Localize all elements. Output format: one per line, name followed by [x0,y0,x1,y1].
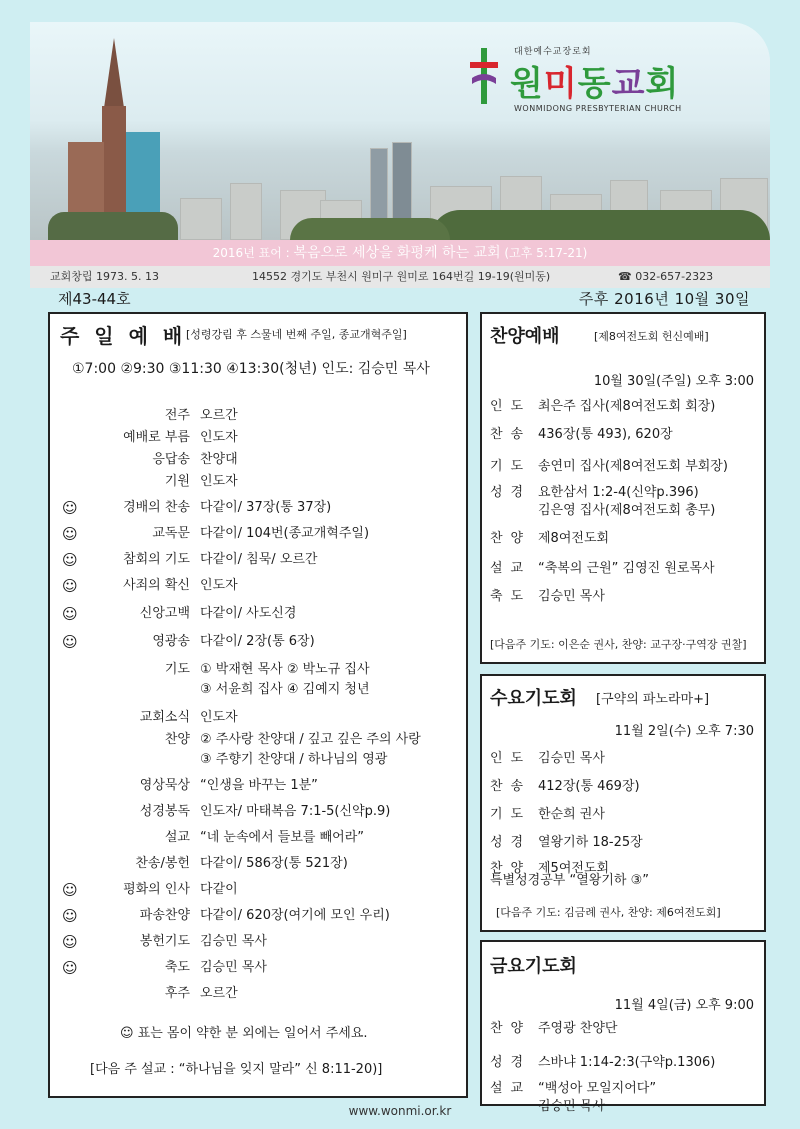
order-item [50,958,470,978]
church-info-bar [30,266,770,288]
praise-label: 설교 [490,561,532,576]
church-phone: ☎ 032-657-2323 [618,270,714,283]
order-item [50,828,470,848]
praise-title: 찬양예배 [490,326,560,347]
cross-logo-icon [468,48,500,104]
order-value: ① 박재현 목사 ② 박노규 집사 [200,662,370,677]
order-value: 다같이/ 104번(종교개혁주일) [200,526,370,541]
order-item [50,450,470,470]
praise-value: 김은영 집사(제8여전도회 총무) [538,503,716,518]
order-value: “네 눈속에서 들보를 빼어라” [200,830,365,845]
order-label: 파송찬양 [139,908,190,923]
smile-icon: ☺ [62,551,78,569]
friday-time: 11월 4일(금) 오후 9:00 [614,998,754,1013]
praise-label: 축도 [490,589,532,604]
smile-icon: ☺ [62,499,78,517]
praise-label: 찬양 [490,531,532,546]
order-label: 영상묵상 [139,778,190,793]
friday-value: “백성아 모일지어다” [538,1081,657,1096]
sunday-title: 주 일 예 배 [60,324,187,348]
smile-icon: ☺ [62,525,78,543]
praise-label: 기도 [490,459,532,474]
wednesday-value: 제5여전도회 [538,861,610,876]
wednesday-label: 기도 [490,807,532,822]
logo-denomination: 대한예수교장로회 [514,47,592,57]
order-value: ③ 주향기 찬양대 / 하나님의 영광 [200,752,388,767]
order-item [50,932,470,952]
church-address: 14552 경기도 부천시 원미구 원미로 164번길 19-19(원미동) [252,270,551,283]
praise-label: 성경 [490,485,532,500]
order-value: 다같이 [200,882,238,897]
praise-time: 10월 30일(주일) 오후 3:00 [593,374,754,389]
order-label: 예배로 부름 [123,430,190,445]
next-week-sermon: [다음 주 설교 : “하나님을 잊지 말라” 신 8:11-20)] [90,1062,383,1077]
praise-next-note: [다음주 기도: 이은순 권사, 찬양: 교구장·구역장 권찰] [490,638,747,651]
order-label: 설교 [164,830,190,845]
wednesday-label: 찬양 [490,861,532,876]
website-url[interactable]: www.wonmi.or.kr [348,1104,452,1118]
wednesday-subtitle: [구약의 파노라마+] [596,692,710,707]
order-label: 봉헌기도 [139,934,190,949]
church-building [48,102,178,240]
friday-value: 스바냐 1:14-2:3(구약p.1306) [538,1055,716,1070]
order-item [50,880,470,900]
order-label: 신앙고백 [139,606,190,621]
wednesday-value: 열왕기하 18-25장 [538,835,643,850]
order-value: 다같이/ 620장(여기에 모인 우리) [200,908,390,923]
smile-icon: ☺ [62,907,78,925]
order-value: 다같이/ 사도신경 [200,606,297,621]
order-label: 경배의 찬송 [123,500,190,515]
order-item [50,524,470,544]
praise-label: 인도 [490,399,532,414]
order-item [50,708,470,728]
praise-value: 요한삼서 1:2-4(신약p.396) [538,485,699,500]
order-value: 김승민 목사 [200,934,267,949]
praise-service-box [480,312,766,664]
order-value: 오르간 [200,986,238,1001]
order-label: 기원 [164,474,190,489]
smile-icon: ☺ [62,933,78,951]
order-item [50,632,470,652]
friday-value: 주영광 찬양단 [538,1021,618,1036]
friday-value: 김승민 목사 [538,1099,605,1114]
sunday-worship-box [48,312,468,1098]
order-value: “인생을 바꾸는 1분” [200,778,318,793]
wednesday-value: 김승민 목사 [538,751,605,766]
wednesday-value: 412장(통 469장) [538,779,640,794]
smile-icon: ☺ [62,633,78,651]
order-value: 인도자 [200,430,238,445]
order-value: 다같이/ 586장(통 521장) [200,856,348,871]
order-value: 김승민 목사 [200,960,267,975]
order-label: 성경봉독 [139,804,190,819]
praise-value: 송연미 집사(제8여전도회 부회장) [538,459,728,474]
praise-value: 436장(통 493), 620장 [538,427,673,442]
wednesday-time: 11월 2일(수) 오후 7:30 [614,724,754,739]
order-value: 찬양대 [200,452,238,467]
order-item [50,906,470,926]
praise-value: “축복의 근원” 김영진 원로목사 [538,561,715,576]
praise-label: 찬송 [490,427,532,442]
order-value: 인도자/ 마태복음 7:1-5(신약p.9) [200,804,391,819]
wednesday-title: 수요기도회 [490,688,577,709]
order-item [50,730,470,750]
order-item [50,576,470,596]
bulletin-date: 주후 2016년 10월 30일 [578,290,750,308]
founded-date: 교회창립 1973. 5. 13 [50,270,159,283]
header-banner [30,22,770,240]
order-value: ② 주사랑 찬양대 / 깊고 깊은 주의 사랑 [200,732,421,747]
order-item [50,802,470,822]
sunday-subtitle: [성령강림 후 스물네 번째 주일, 종교개혁주일] [186,328,407,341]
wednesday-label: 인도 [490,751,532,766]
friday-label: 설교 [490,1081,532,1096]
order-value: ③ 서윤희 집사 ④ 김예지 청년 [200,682,370,697]
order-item [50,660,470,680]
church-logo [468,44,708,124]
order-value: 다같이/ 37장(통 37장) [200,500,332,515]
wednesday-value: 한순희 권사 [538,807,605,822]
logo-english: WONMIDONG PRESBYTERIAN CHURCH [514,104,682,113]
order-item [50,498,470,518]
order-value: 인도자 [200,578,238,593]
praise-value: 제8여전도회 [538,531,610,546]
friday-prayer-box [480,940,766,1114]
motto-band: 2016년 표어 : 복음으로 세상을 화평케 하는 교회 (고후 5:17-21) [30,240,770,266]
order-label: 후주 [164,986,190,1001]
order-label: 평화의 인사 [123,882,190,897]
friday-label: 성경 [490,1055,532,1070]
smile-icon: ☺ [62,881,78,899]
order-label: 찬송/봉헌 [135,856,190,871]
service-times: ①7:00 ②9:30 ③11:30 ④13:30(청년) 인도: 김승민 목사 [72,361,430,377]
order-label: 전주 [164,408,190,423]
order-label: 영광송 [152,634,190,649]
smile-icon: ☺ [62,577,78,595]
standing-note: ☺ 표는 몸이 약한 분 외에는 일어서 주세요. [120,1026,368,1041]
order-value: 다같이/ 침묵/ 오르간 [200,552,318,567]
order-item [50,750,470,770]
friday-label: 찬양 [490,1021,532,1036]
order-label: 참회의 기도 [123,552,190,567]
order-item [50,680,470,700]
praise-value: 최은주 집사(제8여전도회 회장) [538,399,716,414]
order-item [50,854,470,874]
order-label: 교독문 [152,526,190,541]
order-value: 인도자 [200,474,238,489]
friday-title: 금요기도회 [490,956,577,977]
order-item [50,550,470,570]
wednesday-next-note: [다음주 기도: 김금례 권사, 찬양: 제6여전도회] [496,906,721,919]
order-label: 축도 [164,960,190,975]
order-value: 다같이/ 2장(통 6장) [200,634,315,649]
order-label: 사죄의 확신 [123,578,190,593]
praise-value: 김승민 목사 [538,589,605,604]
order-item [50,604,470,624]
issue-number: 제43-44호 [58,290,131,308]
order-label: 찬양 [164,732,190,747]
order-label: 교회소식 [139,710,190,725]
wednesday-label: 성경 [490,835,532,850]
bulletin-page [30,22,770,1118]
smile-icon: ☺ [62,605,78,623]
order-item [50,428,470,448]
order-label: 응답송 [152,452,190,467]
wednesday-prayer-box: 수요기도회 [구약의 파노라마+] 11월 2일(수) 오후 7:30 인도 김승민 목사 찬송 412장(통 469장) 기도 한순희 권사 성경 열왕기하 18-25장 찬양 제5여전도회 특별성경공부 “열왕기하 ③” [다음주 기도: 김금례 권사, 찬양: 제6여전도회] [480,674,766,932]
order-item [50,776,470,796]
order-item [50,406,470,426]
logo-name: 원미동교회 [510,64,680,104]
wednesday-label: 찬송 [490,779,532,794]
order-item [50,984,470,1004]
order-value: 오르간 [200,408,238,423]
smile-icon: ☺ [62,959,78,977]
praise-subtitle: [제8여전도회 헌신예배] [594,330,709,343]
order-label: 기도 [164,662,190,677]
order-value: 인도자 [200,710,238,725]
order-item [50,472,470,492]
